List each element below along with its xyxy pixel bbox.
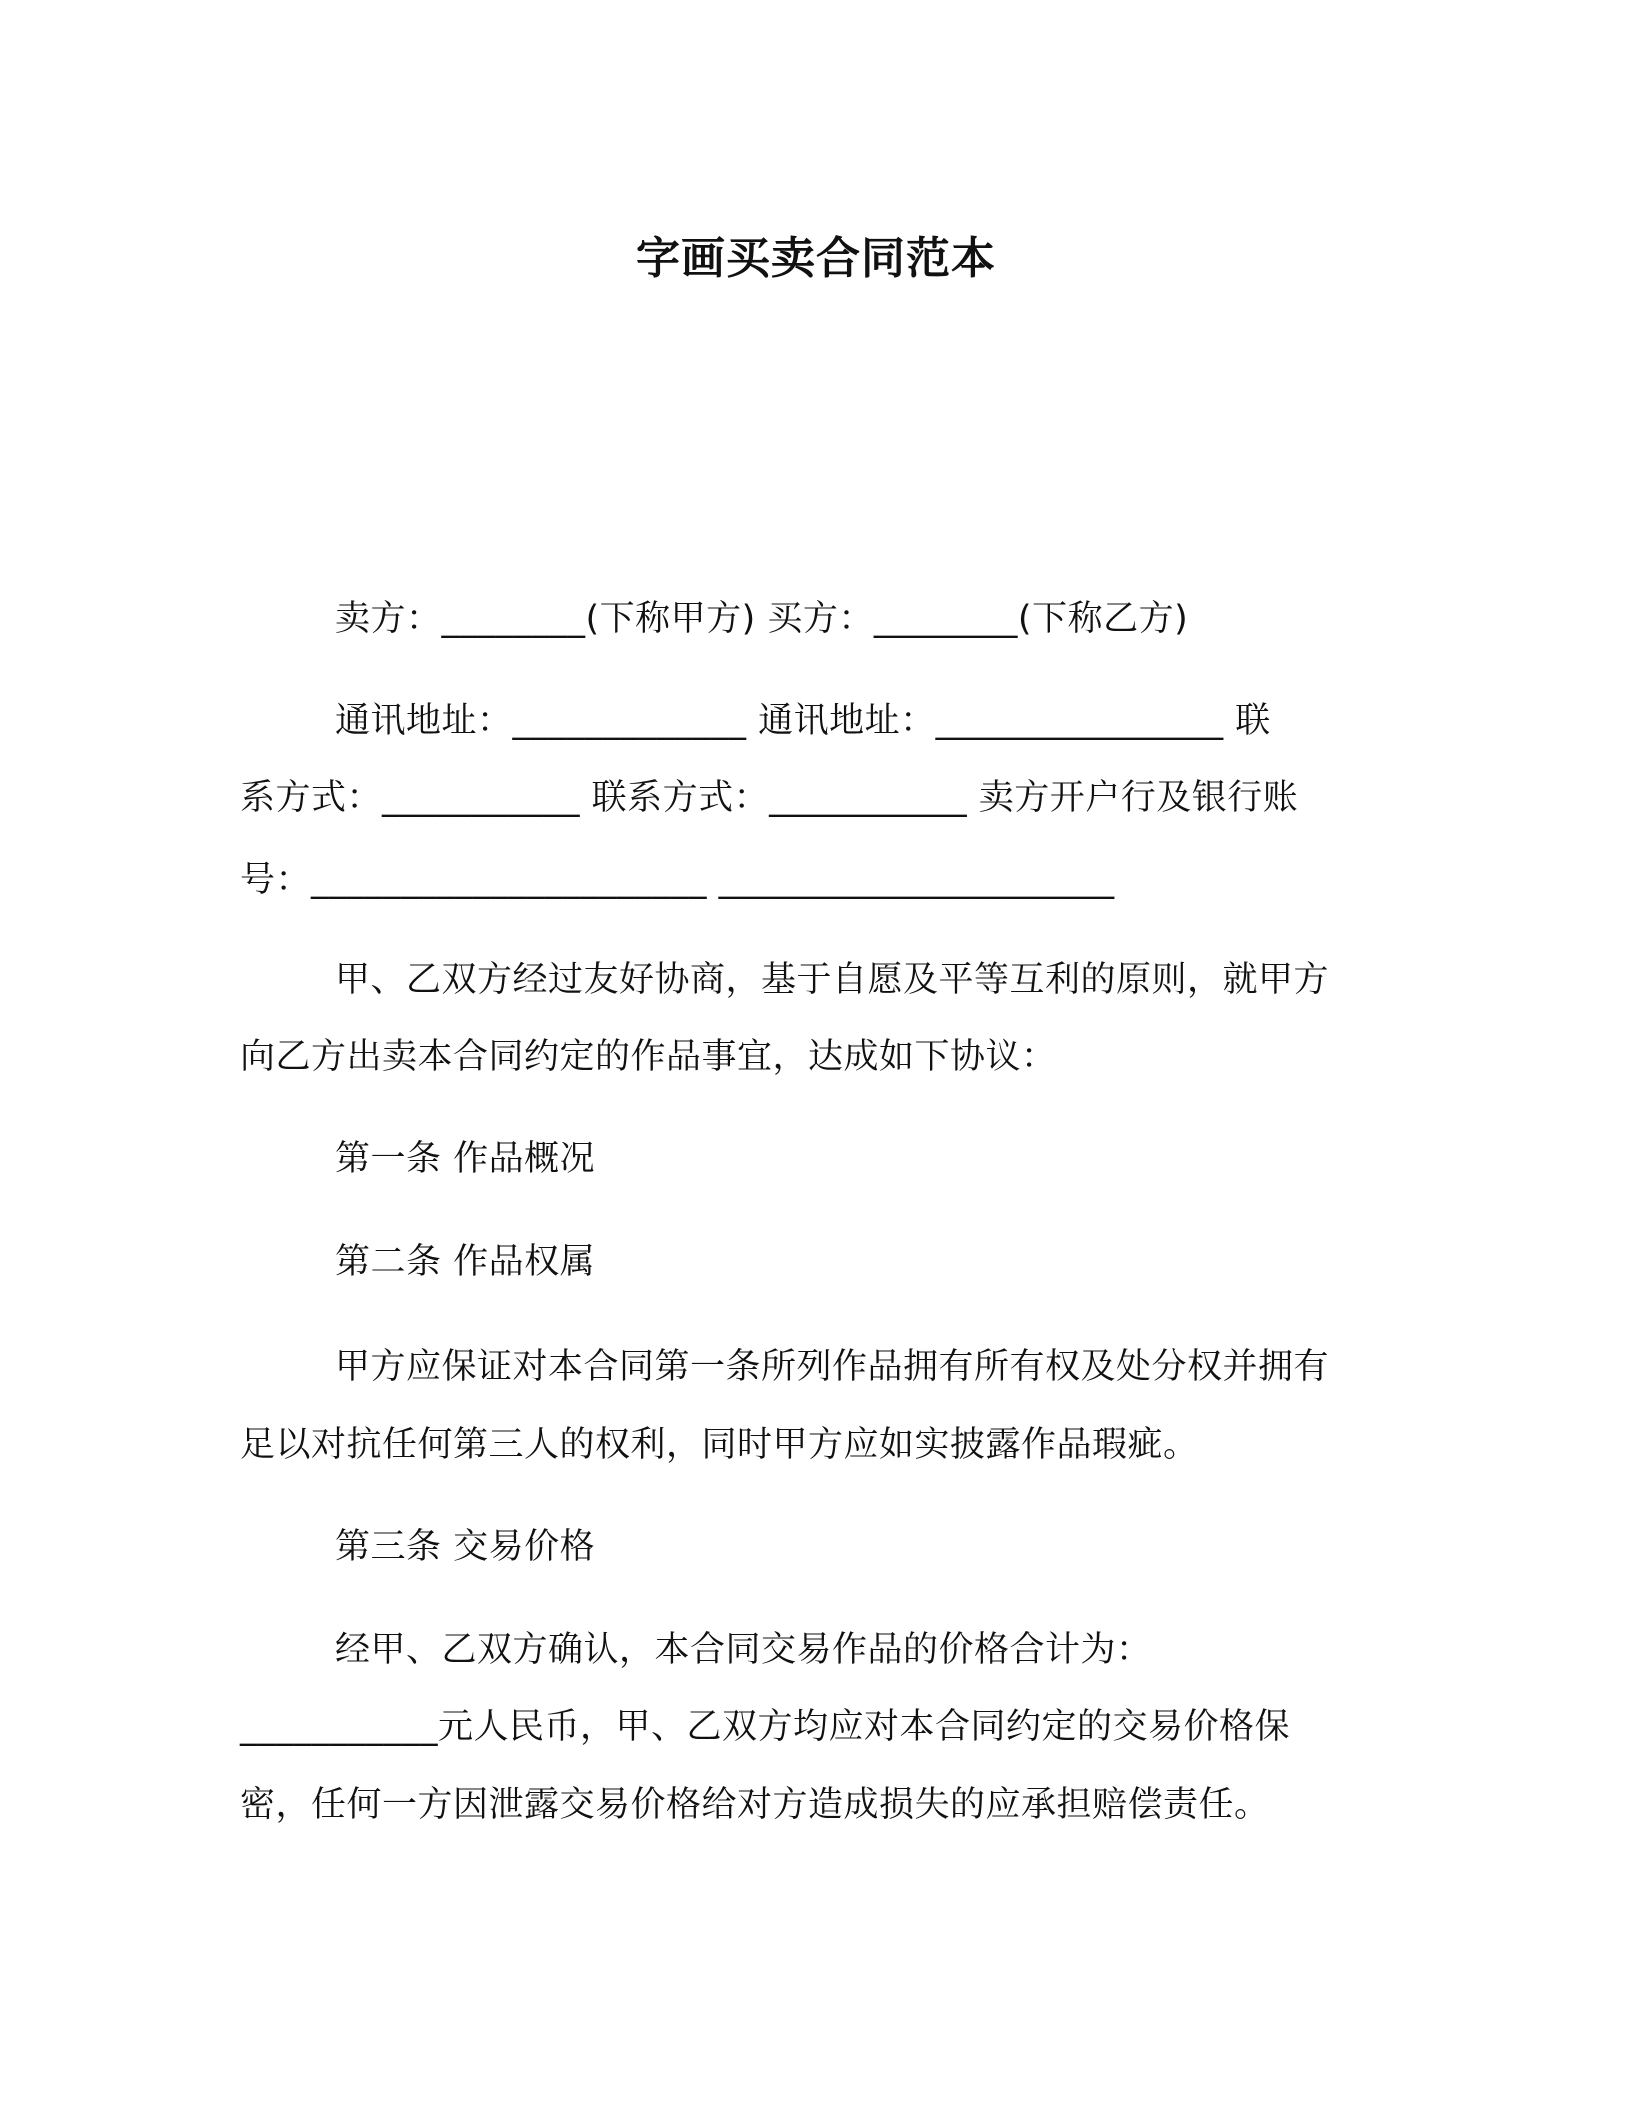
preamble-line-1: 甲、乙双方经过友好协商，基于自愿及平等互利的原则，就甲方	[335, 960, 1330, 1000]
address-line: 通讯地址：_____________ 通讯地址：________________ 联	[335, 701, 1271, 741]
article-2-text-line-1: 甲方应保证对本合同第一条所列作品拥有所有权及处分权并拥有	[335, 1347, 1330, 1387]
document-title: 字画买卖合同范本	[636, 233, 996, 284]
article-3-text-line-3: 密，任何一方因泄露交易价格给对方造成损失的应承担赔偿责任。	[240, 1785, 1270, 1825]
article-2-text-line-2: 足以对抗任何第三人的权利，同时甲方应如实披露作品瑕疵。	[240, 1425, 1199, 1465]
article-2-heading: 第二条 作品权属	[335, 1242, 596, 1282]
parties-line: 卖方：________(下称甲方) 买方：________(下称乙方)	[335, 599, 1189, 639]
contact-line: 系方式：___________ 联系方式：___________ 卖方开户行及银行账	[240, 778, 1299, 818]
article-1-heading: 第一条 作品概况	[335, 1139, 596, 1179]
account-line: 号：______________________ ______________________	[240, 860, 1115, 900]
article-3-heading: 第三条 交易价格	[335, 1527, 596, 1567]
article-3-text-line-2: ___________元人民币，甲、乙双方均应对本合同约定的交易价格保	[240, 1707, 1291, 1747]
article-3-text-line-1: 经甲、乙双方确认，本合同交易作品的价格合计为：	[335, 1630, 1152, 1670]
preamble-line-2: 向乙方出卖本合同约定的作品事宜，达成如下协议：	[240, 1037, 1057, 1077]
